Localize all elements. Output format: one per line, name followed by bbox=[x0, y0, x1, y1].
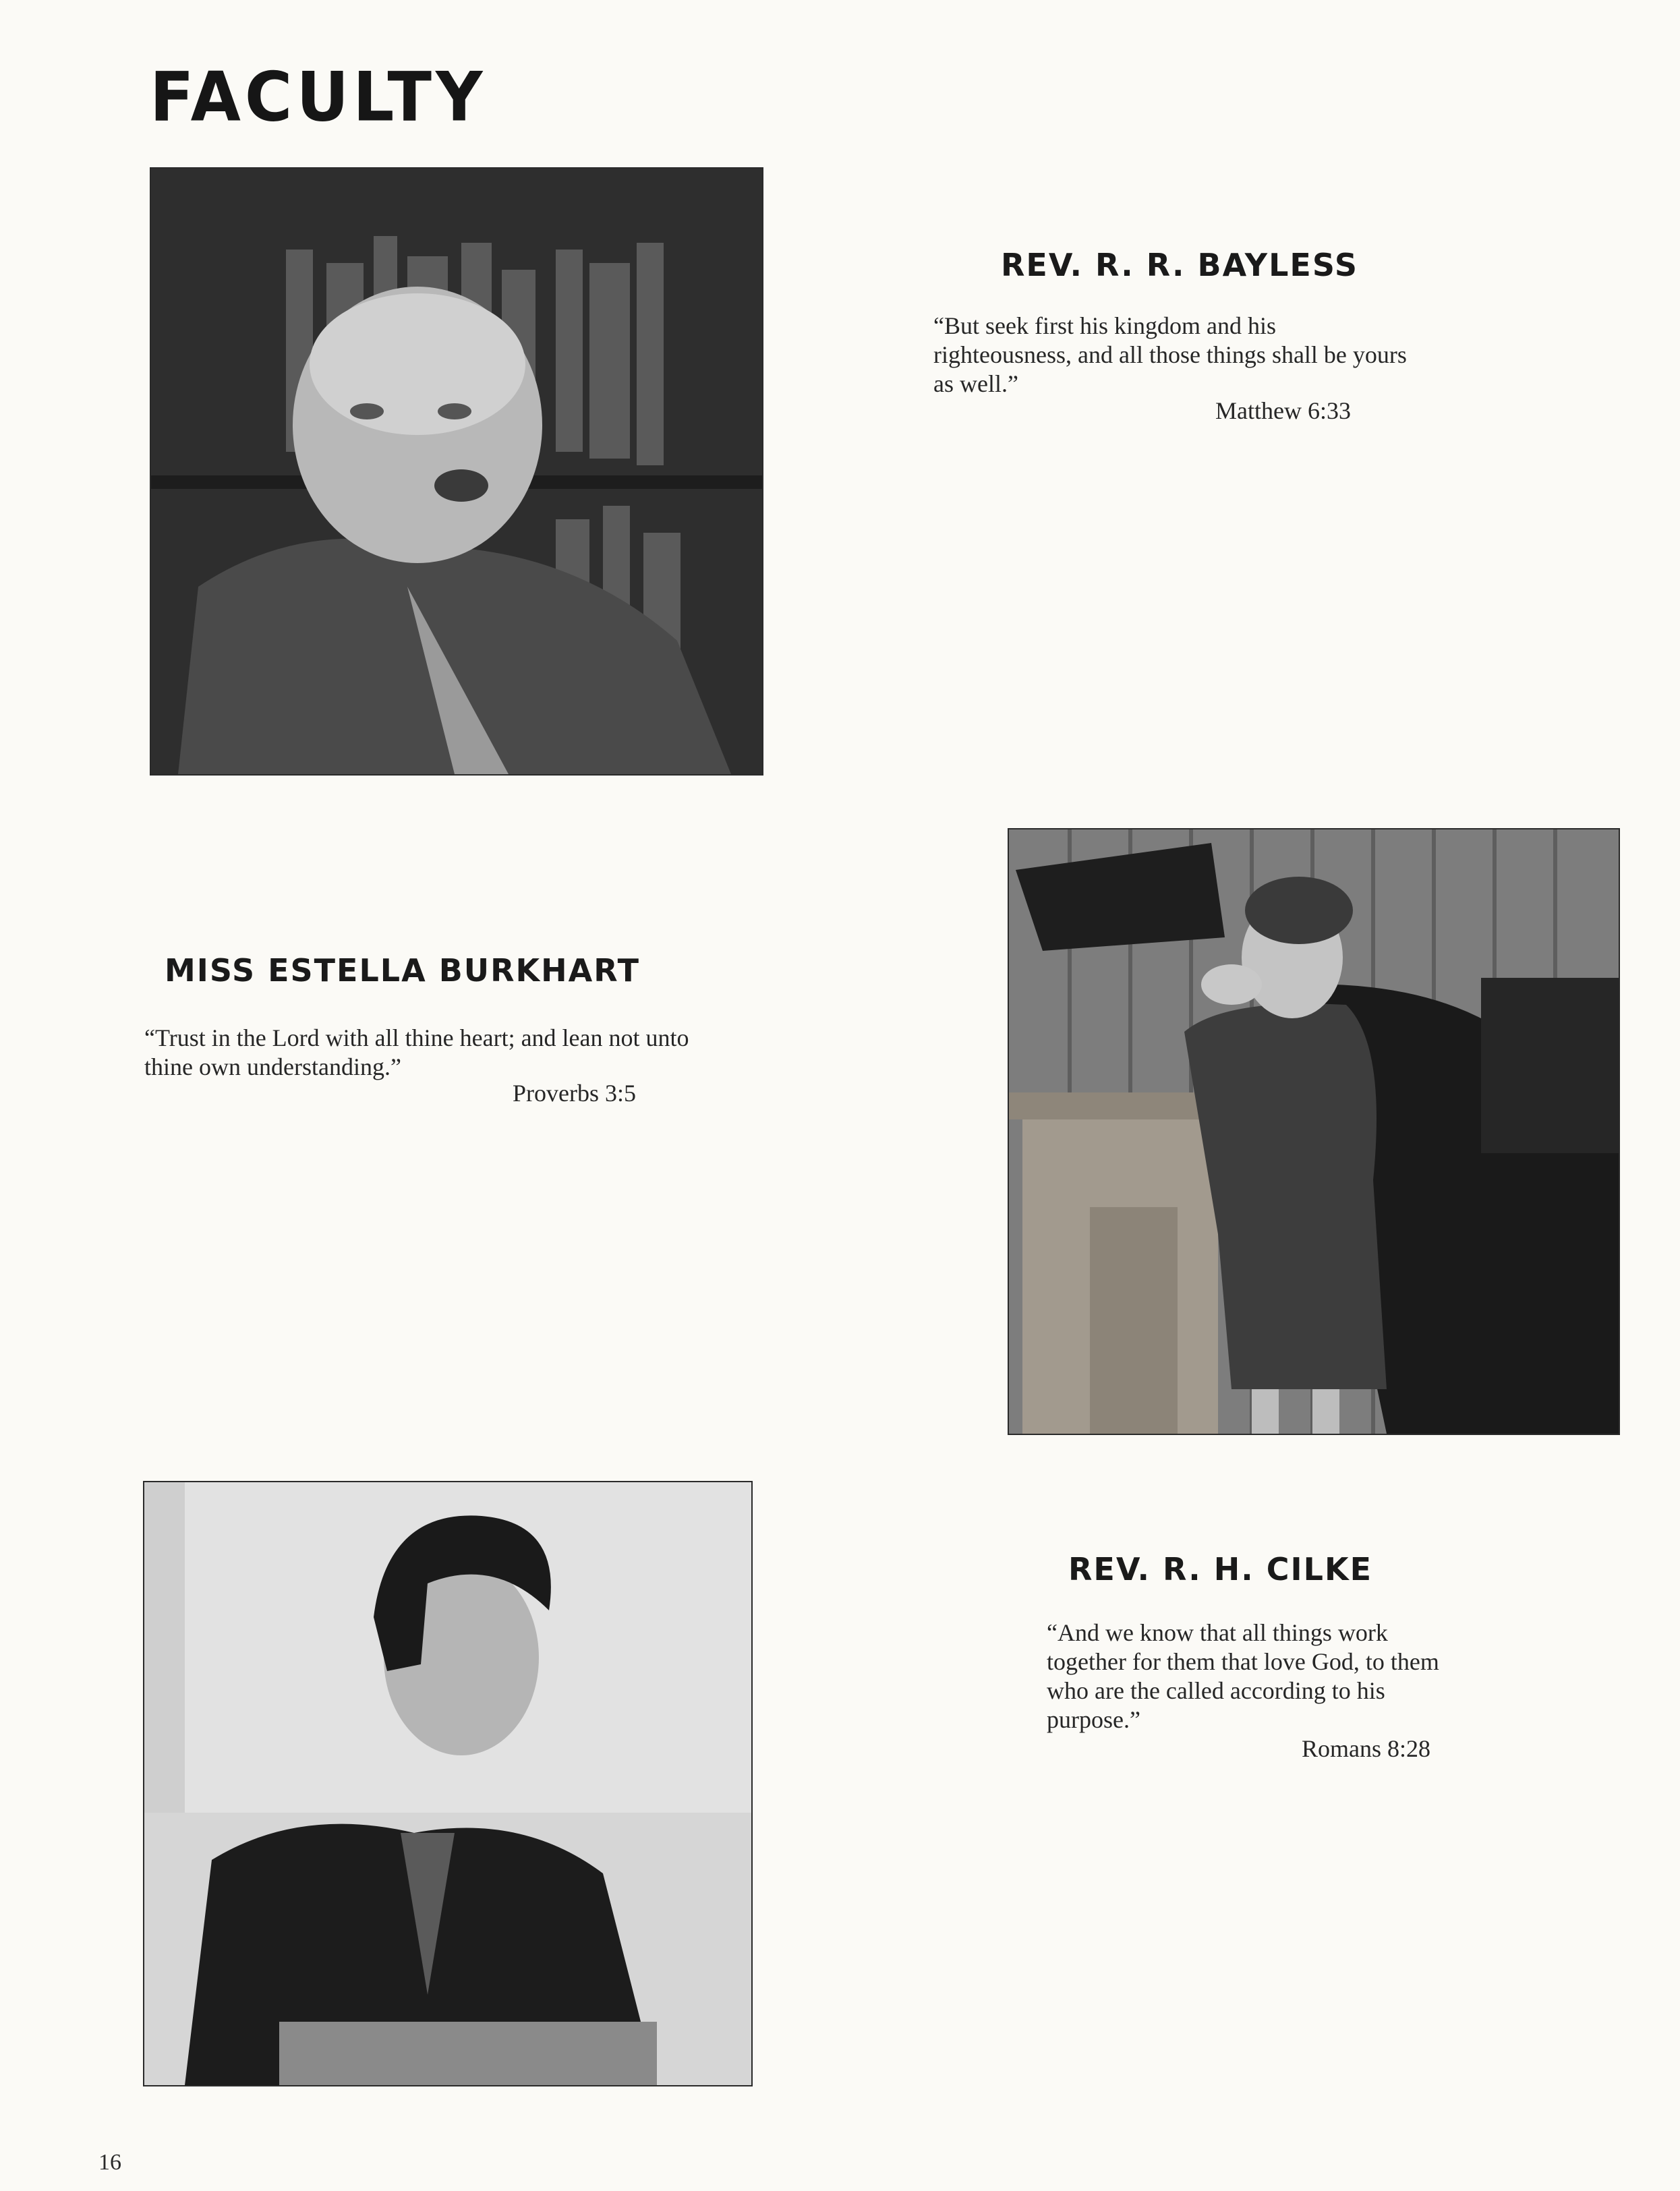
quote-text: “Trust in the Lord with all thine heart; and lean not unto thine own understanding.” bbox=[144, 1024, 689, 1080]
faculty-name: MISS ESTELLA BURKHART bbox=[165, 952, 641, 989]
page-title: FACULTY bbox=[150, 57, 487, 137]
faculty-name: REV. R. R. BAYLESS bbox=[1001, 247, 1359, 283]
faculty-citation: Matthew 6:33 bbox=[1215, 397, 1351, 424]
faculty-quote bbox=[144, 1024, 697, 1082]
page-number: 16 bbox=[98, 2150, 121, 2175]
faculty-citation: Romans 8:28 bbox=[1302, 1735, 1431, 1762]
cilke-photo bbox=[144, 1482, 751, 2085]
faculty-name: REV. R. H. CILKE bbox=[1068, 1551, 1373, 1587]
faculty-quote bbox=[933, 312, 1419, 399]
bayless-photo bbox=[151, 169, 762, 774]
quote-text: “And we know that all things work together for them that love God, to them who are the called according to his purpose.” bbox=[1047, 1619, 1439, 1733]
quote-text: “But seek first his kingdom and his righteousness, and all those things shall be yours as well.” bbox=[933, 312, 1407, 397]
burkhart-photo bbox=[1009, 829, 1619, 1434]
faculty-citation: Proverbs 3:5 bbox=[513, 1080, 636, 1107]
faculty-quote bbox=[1047, 1618, 1472, 1734]
